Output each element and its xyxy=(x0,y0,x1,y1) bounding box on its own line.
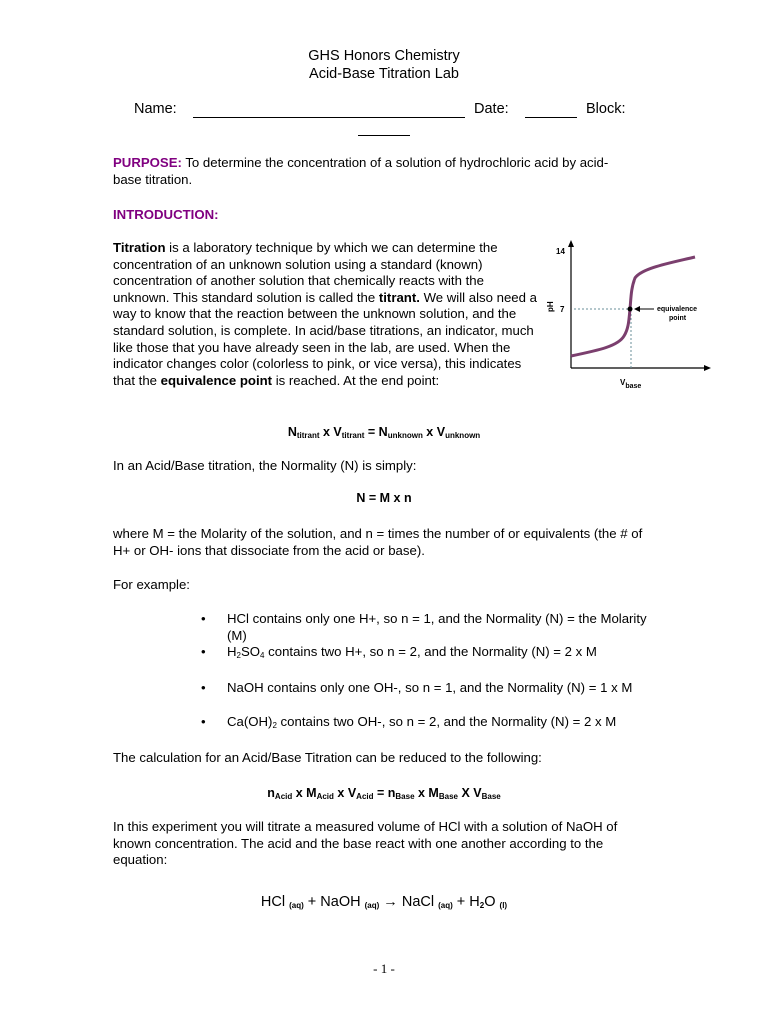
eq2-xv2: X V xyxy=(457,786,482,800)
eq2-sub-base2: Base xyxy=(438,792,458,801)
where-paragraph: where M = the Molarity of the solution, and n = times the number of or equivalents (the # of H+ or OH- ions that dissociate from the acid or base). xyxy=(113,526,643,558)
eq2-n: n xyxy=(267,786,275,800)
rxn-aq1: (aq) xyxy=(289,901,304,910)
eq2-xv: x V xyxy=(333,786,357,800)
eq2-sub-acid1: Acid xyxy=(274,792,293,801)
rxn-hcl: HCl xyxy=(260,894,290,910)
eq1-x-v: x V xyxy=(319,425,342,439)
h2so4-h: H xyxy=(227,644,237,659)
school-line: GHS Honors Chemistry xyxy=(308,48,460,64)
h2so4-so: SO xyxy=(240,644,261,659)
eq2-sub-acid2: Acid xyxy=(316,792,334,801)
x-axis-label-sub: base xyxy=(625,383,642,388)
annotation-equivalence: equivalence xyxy=(657,306,698,313)
bullet-dot: • xyxy=(201,611,206,626)
eq2-xm2: x M xyxy=(414,786,439,800)
intro-text-a: is a laboratory technique by which we can determine the concentration of an unknown solution using a standard (known) concentration of another solution that chemically reacts with the unknown. This standard solution is called the xyxy=(113,240,498,305)
list-item-text xyxy=(227,644,667,665)
block-label: Block: xyxy=(586,101,626,117)
rxn-h: + H xyxy=(452,894,480,910)
h2so4-text: contains two H+, so n = 2, and the Normality (N) = 2 x M xyxy=(264,644,597,659)
eq2-equals: = n xyxy=(373,786,396,800)
eq1-x-v2: x V xyxy=(422,425,446,439)
introduction-heading: INTRODUCTION: xyxy=(113,207,219,222)
reaction-equation xyxy=(0,894,768,910)
normality-formula: N = M x n xyxy=(356,491,412,505)
eq1-sub-unknown: unknown xyxy=(387,431,423,440)
block-field-line[interactable] xyxy=(358,135,410,136)
h2so4-sub2: 2 xyxy=(236,651,241,660)
caoh2-sub2: 2 xyxy=(272,721,277,730)
purpose-label: PURPOSE: xyxy=(113,155,182,170)
rxn-nacl: NaCl xyxy=(401,894,439,910)
eq1-sub-titrant: titrant xyxy=(296,431,320,440)
experiment-paragraph: In this experiment you will titrate a measured volume of HCl with a solution of NaOH of known concentration. The acid and the base react with one another according to the equation: xyxy=(113,819,618,868)
example-label: For example: xyxy=(113,577,190,592)
rxn-arrow: → xyxy=(379,894,402,910)
date-field-line[interactable] xyxy=(525,117,577,118)
list-item-text: HCl contains only one H+, so n = 1, and the Normality (N) = the Molarity (M) xyxy=(227,611,647,643)
lab-title: Acid-Base Titration Lab xyxy=(309,66,459,82)
rxn-l: (l) xyxy=(499,901,508,910)
purpose-paragraph xyxy=(113,155,633,188)
intro-text-b: We will also need a way to know that the reaction between the unknown solution, and the standard solution, is complete. In acid/base titrations, an indicator, much like those that you have already seen in the lab, are used. When the indicator changes color (colorless to pink, or vice versa), this indicates that the xyxy=(113,289,537,388)
eq2-sub-base3: Base xyxy=(481,792,501,801)
rxn-aq2: (aq) xyxy=(364,901,380,910)
bullet-dot: • xyxy=(201,714,206,729)
y-axis-arrow xyxy=(568,240,574,247)
rxn-sub2: 2 xyxy=(479,901,485,910)
page-number: - 1 - xyxy=(373,961,395,976)
name-field-line[interactable] xyxy=(193,117,465,118)
introduction-paragraph xyxy=(113,240,543,389)
eq1-equals: = N xyxy=(364,425,388,439)
date-label: Date: xyxy=(474,101,509,117)
titration-curve-graph xyxy=(540,236,715,388)
eq1-n: N xyxy=(287,425,297,439)
rxn-aq3: (aq) xyxy=(438,901,453,910)
caoh2-ca: Ca(OH) xyxy=(227,714,273,729)
rxn-naoh: + NaOH xyxy=(303,894,365,910)
caoh2-text: contains two OH-, so n = 2, and the Normality (N) = 2 x M xyxy=(276,714,617,729)
y-tick-7: 7 xyxy=(560,305,565,314)
eq2-sub-acid3: Acid xyxy=(356,792,374,801)
x-axis-label xyxy=(620,378,641,388)
annotation-point: point xyxy=(669,315,687,322)
x-axis-arrow xyxy=(704,365,711,371)
annotation-arrow-head xyxy=(634,306,640,312)
term-titration: Titration xyxy=(113,240,166,255)
x-axis-label-v: V xyxy=(620,378,626,387)
acid-base-equation xyxy=(0,786,768,801)
titration-equation xyxy=(0,425,768,440)
eq2-xm: x M xyxy=(292,786,317,800)
normality-intro: In an Acid/Base titration, the Normality (N) is simply: xyxy=(113,458,417,473)
calc-intro: The calculation for an Acid/Base Titration can be reduced to the following: xyxy=(113,750,542,765)
eq1-sub-titrant2: titrant xyxy=(341,431,365,440)
term-titrant: titrant. xyxy=(378,289,420,305)
list-item-text: NaOH contains only one OH-, so n = 1, and the Normality (N) = 1 x M xyxy=(227,680,633,695)
eq1-sub-unknown2: unknown xyxy=(445,431,481,440)
list-item-text xyxy=(227,714,667,735)
rxn-o: O xyxy=(484,894,500,910)
h2so4-sub4: 4 xyxy=(260,651,265,660)
name-label: Name: xyxy=(134,101,177,117)
y-axis-label: pH xyxy=(546,301,555,312)
equivalence-point-marker xyxy=(628,307,633,312)
y-tick-14: 14 xyxy=(556,247,565,256)
bullet-dot: • xyxy=(201,680,206,695)
term-equivalence-point: equivalence point xyxy=(160,372,273,388)
intro-text-c: is reached. At the end point: xyxy=(272,372,440,388)
eq2-sub-base1: Base xyxy=(395,792,415,801)
bullet-dot: • xyxy=(201,644,206,659)
purpose-text: To determine the concentration of a solution of hydrochloric acid by acid-base titration. xyxy=(113,155,609,187)
